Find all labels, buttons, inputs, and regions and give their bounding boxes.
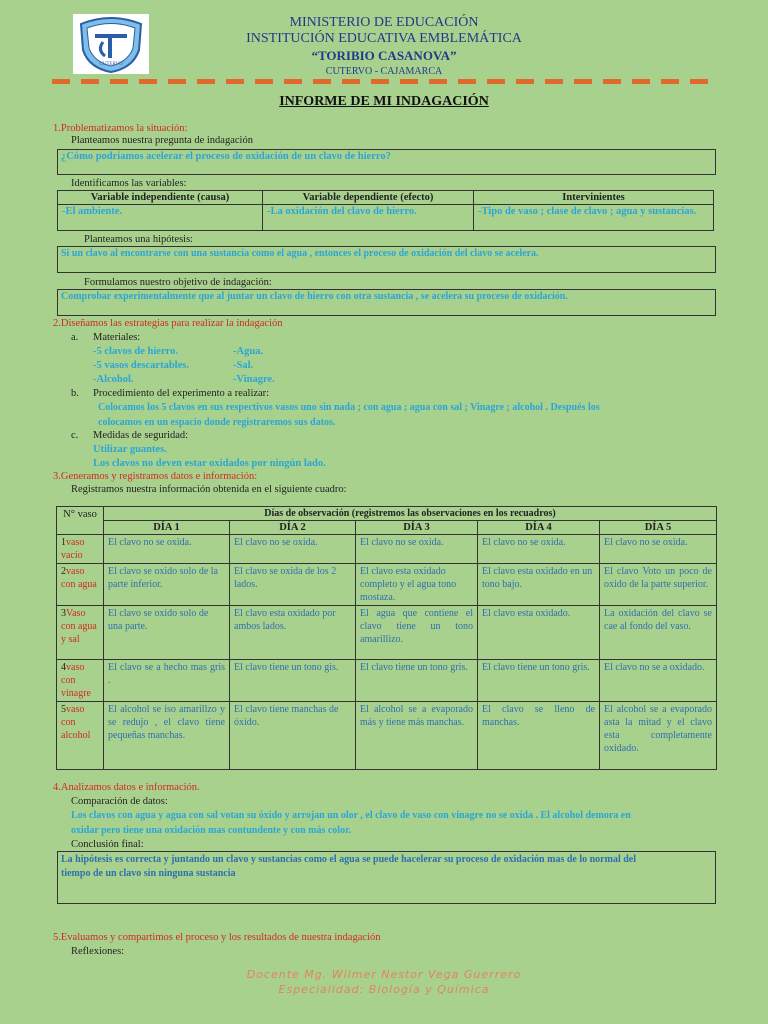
var-header-intervening: Intervinientes <box>474 191 714 205</box>
table-cell: El clavo se a hecho mas gris . <box>104 660 230 702</box>
signature <box>0 968 768 996</box>
conclusion-line-2: tiempo de un clavo sin ninguna sustancia <box>61 868 236 879</box>
row-label: vaso con vinagre <box>61 662 91 699</box>
question-box <box>57 149 716 175</box>
material-left-2: -5 vasos descartables. <box>93 360 189 371</box>
materials-title: Materiales: <box>93 332 141 343</box>
reflections-label: Reflexiones: <box>71 946 125 957</box>
table-cell: La oxidación del clavo se cae al fondo del vaso. <box>600 606 717 660</box>
table-row <box>57 606 717 660</box>
section-1-heading: 1.Problematizamos la situación: <box>53 123 188 134</box>
safety-title: Medidas de seguridad: <box>93 430 189 441</box>
table-cell: El clavo tiene un tono gis. <box>230 660 356 702</box>
table-row <box>57 660 717 702</box>
row-number: 5 <box>61 704 66 715</box>
objective-text: Comprobar experimentalmente que al juntar un clavo de hierro con otra sustancia , se acelera su proceso de oxidación. <box>61 291 568 302</box>
table-cell: El clavo tiene un tono gris. <box>356 660 478 702</box>
comparison-line-2: oxidar pero tiene una oxidación mas contundente y con más color. <box>71 825 352 836</box>
item-c-marker: c. <box>71 430 79 441</box>
section-5-heading: 5.Evaluamos y compartimos el proceso y los resultados de nuestra indagación <box>53 932 381 943</box>
item-a-marker: a. <box>71 332 79 343</box>
row-label: vaso vacío <box>61 537 85 561</box>
header-location: CUTERVO - CAJAMARCA <box>325 66 443 77</box>
conclusion-line-1: La hipótesis es correcta y juntando un clavo y sustancias como el agua se puede hacelerar su proceso de oxidación mas de lo normal del <box>61 854 636 865</box>
material-left-1: -5 clavos de hierro. <box>93 346 178 357</box>
procedure-line-1: Colocamos los 5 clavos en sus respectivos vasos uno sin nada ; con agua ; agua con sal ; Vinagre ; alcohol . Después los <box>98 402 600 413</box>
section-3-heading: 3.Generamos y registramos datos e información: <box>53 471 258 482</box>
header-institution: INSTITUCIÓN EDUCATIVA EMBLEMÁTICA <box>246 31 522 46</box>
table-cell: El clavo se oxida de los 2 lados. <box>230 564 356 606</box>
table-cell: El clavo se oxido solo de una parte. <box>104 606 230 660</box>
row-number: 3 <box>61 608 66 619</box>
variables-table <box>57 190 714 231</box>
table-cell: El clavo no se a oxidado. <box>600 660 717 702</box>
material-left-3: -Alcohol. <box>93 374 134 385</box>
question-text: ¿Cómo podríamos acelerar el proceso de oxidación de un clavo de hierro? <box>61 151 391 162</box>
day-header-3: DÍA 3 <box>356 521 478 535</box>
var-value-dependent: -La oxidación del clavo de hierro. <box>263 205 474 231</box>
table-row <box>57 564 717 606</box>
table-cell: El clavo esta oxidado por ambos lados. <box>230 606 356 660</box>
section-2-heading: 2.Diseñamos las estrategias para realizar la indagación <box>53 318 283 329</box>
day-header-2: DÍA 2 <box>230 521 356 535</box>
conclusion-label: Conclusión final: <box>71 839 144 850</box>
question-label: Planteamos nuestra pregunta de indagación <box>71 135 253 146</box>
table-cell: El alcohol se iso amarillzo y se redujo , el clavo tiene pequeñas manchas. <box>104 702 230 770</box>
procedure-line-2: colocamos en un espacio donde registraremos sus datos. <box>98 417 336 428</box>
table-cell: El clavo esta oxidado en un tono bajo. <box>478 564 600 606</box>
row-number: 1 <box>61 537 66 548</box>
var-header-dependent: Variable dependiente (efecto) <box>263 191 474 205</box>
observation-days-header: Días de observación (registremos las observaciones en los recuadros) <box>104 507 717 521</box>
conclusion-box <box>57 851 716 904</box>
safety-item-2: Los clavos no deven estar oxidados por ningún lado. <box>93 458 326 469</box>
table-cell: El clavo no se oxida. <box>600 535 717 564</box>
day-header-4: DÍA 4 <box>478 521 600 535</box>
item-b-marker: b. <box>71 388 79 399</box>
row-number: 2 <box>61 566 66 577</box>
procedure-title: Procedimiento del experimento a realizar: <box>93 388 270 399</box>
header-school-name: “TORIBIO CASANOVA” <box>311 48 457 63</box>
day-header-1: DÍA 1 <box>104 521 230 535</box>
var-header-independent: Variable independiente (causa) <box>58 191 263 205</box>
observation-table <box>56 506 717 770</box>
table-row <box>57 535 717 564</box>
row-label: vaso con agua <box>61 566 97 590</box>
material-right-1: -Agua. <box>233 346 264 357</box>
table-row <box>57 702 717 770</box>
table-cell: El clavo no se oxida. <box>356 535 478 564</box>
page-title: INFORME DE MI INDAGACIÓN <box>279 94 489 109</box>
col-vaso-header: N° vaso <box>57 507 104 535</box>
material-right-2: -Sal. <box>233 360 254 371</box>
row-number: 4 <box>61 662 66 673</box>
table-cell: El clavo tiene un tono gris. <box>478 660 600 702</box>
table-cell: El clavo Voto un poco de oxido de la parte superior. <box>600 564 717 606</box>
section-4-heading: 4.Analizamos datos e información. <box>53 782 200 793</box>
signature-specialty: Especialidad: Biología y Química <box>278 983 490 996</box>
objective-box <box>57 289 716 316</box>
table-cell: El alcohol se a evaporado más y tiene más manchas. <box>356 702 478 770</box>
var-value-intervening: -Tipo de vaso ; clase de clavo ; agua y sustancias. <box>474 205 714 231</box>
material-right-3: -Vinagre. <box>233 374 275 385</box>
table-cell: El clavo esta oxidado completo y el agua tono mostaza. <box>356 564 478 606</box>
table-cell: El clavo se lleno de manchas. <box>478 702 600 770</box>
row-label: Vaso con agua y sal <box>61 608 97 645</box>
table-cell: El clavo se oxido solo de la parte inferior. <box>104 564 230 606</box>
table-cell: El clavo tiene manchas de óxido. <box>230 702 356 770</box>
table-cell: El clavo no se oxida. <box>104 535 230 564</box>
hypothesis-text: Si un clavo al encontrarse con una sustancia como el agua , entonces el proceso de oxidación del clavo se acelera. <box>61 248 539 259</box>
table-cell: El agua que contiene el clavo tiene un tono amarillizo. <box>356 606 478 660</box>
signature-teacher: Docente Mg. Wilmer Nestor Vega Guerrero <box>246 968 522 981</box>
safety-item-1: Utilizar guantes. <box>93 444 167 455</box>
table-cell: El alcohol se a evaporado asta la mitad y el clavo esta completamente oxidado. <box>600 702 717 770</box>
table-cell: El clavo no se oxida. <box>230 535 356 564</box>
header-ministry: MINISTERIO DE EDUCACIÓN <box>289 15 479 30</box>
var-value-independent: -El ambiente. <box>58 205 263 231</box>
hypothesis-label: Planteamos una hipótesis: <box>84 234 194 245</box>
divider-dashed <box>52 79 716 84</box>
comparison-line-1: Los clavos con agua y agua con sal votan su óxido y arrojan un olor , el clavo de vaso con vinagre no se oxida . El alcohol demora en <box>71 810 631 821</box>
objective-label: Formulamos nuestro objetivo de indagación: <box>84 277 272 288</box>
row-label: vaso con alcohol <box>61 704 91 741</box>
hypothesis-box <box>57 246 716 273</box>
variables-label: Identificamos las variables: <box>71 178 187 189</box>
table-intro: Registramos nuestra información obtenida en el siguiente cuadro: <box>71 484 347 495</box>
comparison-label: Comparación de datos: <box>71 796 168 807</box>
table-cell: El clavo no se oxida. <box>478 535 600 564</box>
logo-text: CUTERVO <box>99 62 123 67</box>
table-cell: El clavo esta oxidado. <box>478 606 600 660</box>
day-header-5: DÍA 5 <box>600 521 717 535</box>
